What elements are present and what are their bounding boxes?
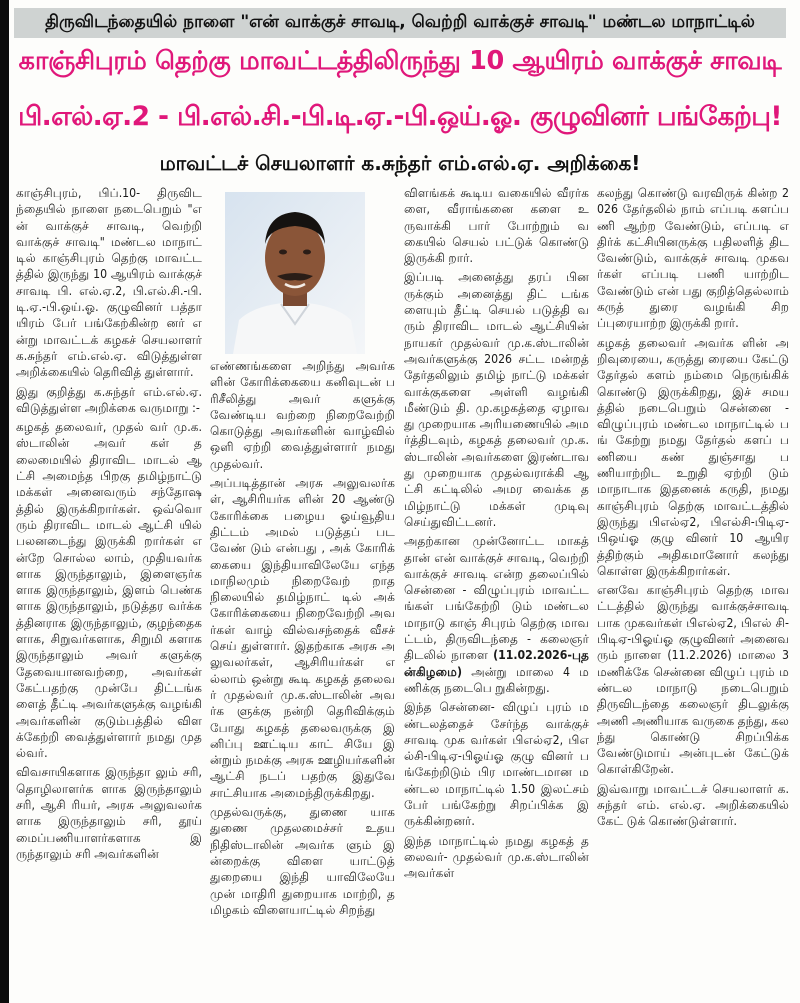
paragraph [404, 533, 589, 696]
paragraph: முதல்வருக்கு, துணை யாக துணை முதலமைச்சர் உதய நிதிஸ்டாலின் அவர்க ளும் இன்றைக்கு விளை யாட்டுத் துறையை இந்தி யாவிலேயே முன் மாதிரி துறையாக மாற்றி, தமிழகம் விளையாட்டில் சிறந்து [210, 805, 395, 917]
paragraph: எண்ணங்களை அறிந்து அவர்களின் கோரிக்கையை கனிவுடன் பரிசீலித்து அவர் களுக்கு வேண்டிய வற்றை நிறைவேற்றி கொடுத்து அவர்களின் வாழ்வில் ஒளி ஏற்றி வைத்துள்ளார் நமது முதல்வர். [210, 359, 395, 471]
paragraph: இப்படி அனைத்து தரப் பினருக்கும் அனைத்து திட் டங்களையும் தீட்டி செயல் படுத்தி வரும் திராவிட மாடல் ஆட்சியின் நாயகர் முதல்வர் மு.க.ஸ்டாலின் அவர்களுக்கு 2026 சட்ட மன்றத் தேர்தலிலும் தமிழ் நாட்டு மக்கள் வாக்குகளை அள்ளி வழங்கி மீண்டும் தி. மு.கழகத்தை ஏழாவது முறையாக அரியணையில் அமர்த்திடவும், கழகத் தலைவர் மு.க.ஸ்டாலின் அவர்களை இரண்டாவது முறையாக முதல்வராக்கி ஆட்சி கட்டிலில் அமர வைக்க தமிழ்நாட்டு மக்கள் முடிவு செய்துவிட்டனர். [404, 270, 589, 529]
paragraph: இந்த சென்னை- விழுப் புரம் மண்டலத்தைச் சேர்ந்த வாக்குச் சாவடி முக வர்கள் பிஎல்ஏ2, பிஎல்சி-பிடிஏ-பிஓய்ஓ குழு வினர் பங்கேற்றிடும் பிர மாண்டமான மண்டல மாநாட்டில் 1.50 இலட்சம் பேர் பங்கேற்று சிறப்பிக்க இருக்கின்றனர். [404, 700, 589, 829]
paragraph: காஞ்சிபுரம், பிப்.10- திருவிடந்தையில் நாளை நடைபெறும் "என் வாக்குச் சாவடி, வெற்றி வாக்குச் சாவடி" மண்டல மாநாட் டில் காஞ்சிபுரம் தெற்கு மாவட்டத்தில் இருந்து 10 ஆயிரம் வாக்குச் சாவடி பி. எல்.ஏ.2, பி.எல்.சி.-பி.டி.ஏ.-பி.ஒய்.ஓ. குழுவினர் பத்தா யிரம் பேர் பங்கேற்கின்ற னர் என்று மாவட்டக் கழகச் செயலாளர் க.சுந்தர் எம்.எல்.ஏ. விடுத்துள்ள அறிக்கையில் தெரிவித் துள்ளார். [16, 186, 202, 380]
column-4 [597, 185, 789, 905]
column-3 [404, 185, 589, 950]
paragraph: கழகத் தலைவர், முதல் வர் மு.க.ஸ்டாலின் அவர் கள் தலைமையில் திராவிட மாடல் ஆட்சி அமைந்த பிறகு தமிழ்நாட்டு மக்கள் அனைவரும் சந்தோஷத்தில் இருக்கிறார்கள். ஒவ்வொ ரும் திராவிட மாடல் ஆட்சி யில் பலனடைந்து இருக்கி றார்கள் என்றே சொல்ல லாம், முதியவர்களாக இருந்தாலும், இளைஞர்க ளாக இருந்தாலும், இளம் பெண்களாக இருந்தாலும், நடுத்தர வர்க்கத்தினராக இருந்தாலும், குழந்தைக ளாக, சிறுவர்களாக, சிறுமி களாக இருந்தாலும் அவர் களுக்கு தேவையானவற்றை, அவர்கள் கேட்பதற்கு முன்பே திட்டங்களைத் தீட்டி அவர்களுக்கு வழங்கி அவர்களின் குடும்பத்தில் விளக்கேற்றி வைத்துள்ளார் நமது முதல்வர். [16, 420, 202, 761]
portrait-photo [225, 192, 365, 354]
paragraph: இவ்வாறு மாவட்டச் செயலாளர் க.சுந்தர் எம். எல்.ஏ. அறிக்கையில் கேட் டுக் கொண்டுள்ளார். [597, 781, 789, 829]
headline-line-1: காஞ்சிபுரம் தெற்கு மாவட்டத்திலிருந்து 10 ஆயிரம் வாக்குச் சாவடி [18, 46, 782, 76]
paragraph: கழகத் தலைவர் அவர்க ளின் அறிவுரையை, கருத்து ரையை கேட்டு தேர்தல் களம் நம்மை நெருங்கிக் கொண்டு இருக்கிறது, இச் சமயத்தில் நடைபெறும் சென்னை - விழுப்புரம் மண்டல மாநாட்டில் பங் கேற்று நமது தேர்தல் களப் பணியை கண் துஞ்சாது பணியாற்றிட உறுதி ஏற்றி டும் மாநாடாக இதனைக் கருதி, நமது காஞ்சிபுரம் தெற்கு மாவட்டத்தில் இருந்து பிஎல்ஏ2, பிஎல்சி-பிடிஏ-பிஒய்ஓ குழு வினர் 10 ஆயிரத்திற்கும் அதிகமானோர் கலந்து கொள்ள இருக்கிறார்கள். [597, 335, 789, 578]
paragraph: விவசாயிகளாக இருந்தா லும் சரி, தொழிலாளர்க ளாக இருந்தாலும் சரி, ஆசி ரியர், அரசு அலுவலர்களாக இருந்தாலும் சரி, தூய் மைப்பணியாளர்களாக இருந்தாலும் சரி அவர்களின் [16, 765, 202, 861]
kicker-banner: திருவிடந்தையில் நாளை "என் வாக்குச் சாவடி, வெற்றி வாக்குச் சாவடி" மண்டல மாநாட்டில் [14, 8, 786, 38]
paragraph-text: அன்று மாலை 4 மணிக்கு நடைபெ றுகின்றது. [404, 664, 589, 695]
paragraph: இது குறித்து க.சுந்தர் எம்.எல்.ஏ. விடுத்துள்ள அறிக்கை வருமாறு :- [16, 384, 202, 415]
headline-line-2: பி.எல்.ஏ.2 - பி.எல்.சி.-பி.டி.ஏ.-பி.ஒய்.ஓ. குழுவினர் பங்கேற்பு! [18, 101, 782, 132]
paragraph: எனவே காஞ்சிபுரம் தெற்கு மாவட்டத்தில் இருந்து வாக்குச்சாவடி பாக முகவர்கள் பிஎல்ஏ2, பிஎல் சி-பிடிஏ-பிஓய்ஓ குழுவினர் அனைவரும் நாளை (11.2.2026) மாலை 3 மணிக்கே சென்னை விழுப் புரம் மண்டல மாநாடு நடைபெறும் திருவிடந்தை கலைஞர் திடலுக்கு அணி அணியாக வருகை தந்து, கலந்து கொண்டு சிறப்பிக்க வேண்டுமாய் அன்புடன் கேட்டுக் கொள்கிறேன். [597, 583, 789, 777]
paragraph: விளங்கக் கூடிய வகையில் வீரர்களை, வீராங்கனை களை உருவாக்கி பார் போற்றும் வகையில் செயல் பட்டுக் கொண்டு இருக்கி றார். [404, 186, 589, 266]
paragraph: அப்படித்தான் அரசு அலுவலர்கள், ஆசிரியர்க ளின் 20 ஆண்டு கோரிக்கை பழைய ஓய்வூதிய திட்டம் அமல் படுத்தப் பட வேண் டும் என்பது , அக் கோரிக் கையை இந்தியாவிலேயே எந்த மாநிலமும் நிறைவேற் றாத நிலையில் தமிழ்நாட் டில் அக் கோரிக்கையை நிறைவேற்றி அவர்கள் வாழ் வில்வசந்தைக் வீசச் செய் துள்ளார். இதற்காக அரசு அலுவலர்கள், ஆசிரியர்கள் எல்லாம் ஒன்று கூடி கழகத் தலைவர் முதல்வர் மு.க.ஸ்டாலின் அவர்க ளுக்கு நன்றி தெரிவிக்கும் போது கழகத் தலைவருக்கு இனிப்பு ஊட்டிய காட் சியே இன்றும் நமக்கு அரசு ஊழியர்களின் ஆட்சி நடப் பதற்கு இதுவே சாட்சியாக அமைந்திருக்கிறது. [210, 476, 395, 800]
paragraph-text: அதற்கான முன்னோட்ட மாகத் தான் என் வாக்குச் சாவடி, வெற்றி வாக்குச் சாவடி என்ற தலைப்பில் சென்னை - விழுப்புரம் மாவட்டங்கள் பங்கேற்றி டும் மண்டல மாநாடு காஞ் சிபுரம் தெற்கு மாவட்டம், திருவிடந்தை - கலைஞர் திடலில் நாளை [404, 534, 589, 663]
paragraph: கலந்து கொண்டு வரவிருக் கின்ற 2026 தேர்தலில் நாம் எப்படி களப்பணி ஆற்ற வேண்டும், எப்படி எதிர்க் கட்சியினருக்கு பதிலளித் திட வேண்டும், வாக்குச் சாவடி முகவர்கள் எப்படி பணி யாற்றிட வேண்டும் என் பது குறித்தெல்லாம் கருத் துரை வழங்கி சிறப்புரையாற்ற இருக்கி றார். [597, 186, 789, 331]
subheadline: மாவட்டச் செயலாளர் க.சுந்தர் எம்.எல்.ஏ. அறிக்கை! [159, 151, 641, 175]
page-edge [0, 0, 9, 1003]
paragraph: இந்த மாநாட்டில் நமது கழகத் தலைவர்- முதல்வர் மு.க.ஸ்டாலின் அவர்கள் [404, 833, 589, 881]
event-date: (11.02.2026-புதன்கிழமை) [404, 648, 589, 679]
column-1 [16, 185, 202, 945]
column-2 [210, 358, 395, 948]
